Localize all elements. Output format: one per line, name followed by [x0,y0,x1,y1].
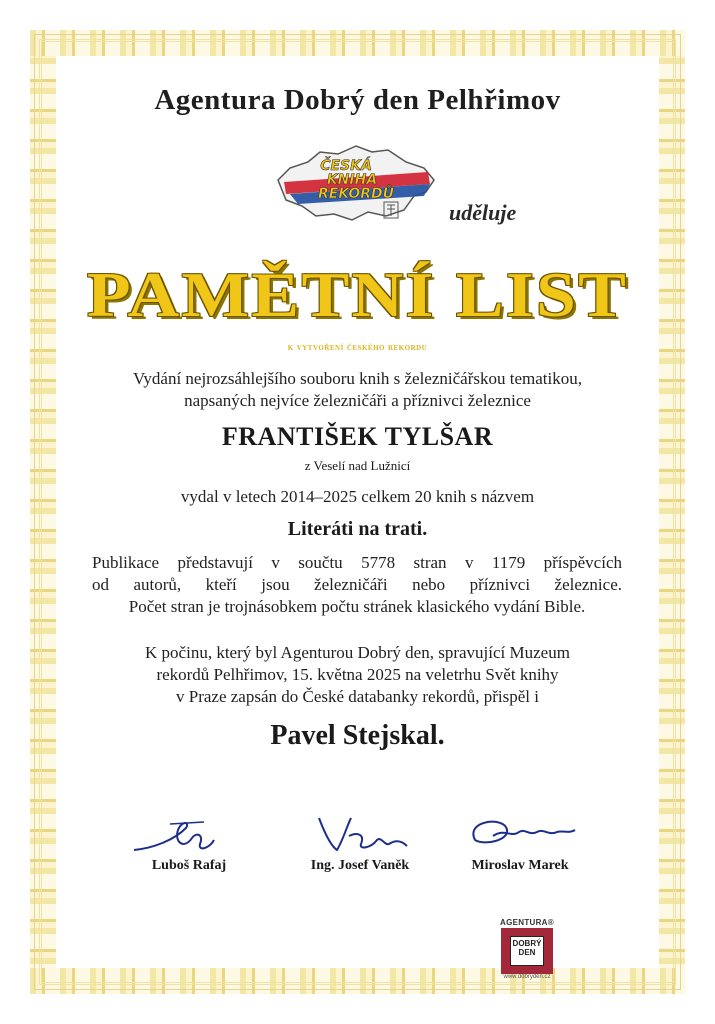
signature-block [114,810,264,880]
record-description-line: Vydání nejrozsáhlejšího souboru knih s železničářskou tematikou, [133,369,582,388]
note-line: v Praze zapsán do České databanky rekordů, přispěl i [175,687,540,706]
details-line: Publikace představují v součtu 5778 stran v 1179 příspěvcích [92,553,622,572]
record-holder: FRANTIŠEK TYLŠAR [221,422,494,451]
award-verb: uděluje [449,200,517,225]
signature-block [285,810,435,880]
signatory-name: Miroslav Marek [471,858,569,873]
signature-block [445,810,595,880]
note-line: K počinu, který byl Agenturou Dobrý den, spravující Muzeum [145,643,570,662]
logo-line2: KNIHA [326,172,378,188]
handwritten-signature [285,810,435,860]
stamp-top-text: AGENTURA® [500,918,554,927]
stamp-line: DEN [518,948,536,957]
record-holder-origin: z Veselí nad Lužnicí [304,458,411,473]
registration-note [40,642,675,708]
record-details [92,552,622,618]
stamp-line: DOBRÝ [512,939,542,948]
certificate-content [40,40,675,984]
signatory-name: Luboš Rafaj [151,858,227,873]
certificate-title: PAMĚTNÍ LIST [86,259,629,330]
logo-line1: ČESKÁ [320,158,372,174]
stamp-url: www.dobryden.cz [503,974,551,980]
record-description-line: napsaných nejvíce železničáři a příznivci železnice [184,391,531,410]
note-line: rekordů Pelhřimov, 15. května 2025 na veletrhu Svět knihy [156,665,559,684]
agency-stamp [497,918,557,986]
published-text: vydal v letech 2014–2025 celkem 20 knih s názvem [180,487,535,506]
details-line: Počet stran je trojnásobkem počtu stránek klasického vydání Bible. [128,597,586,616]
contributor-name: Pavel Stejskal. [270,720,445,751]
czech-record-book-logo [268,132,443,232]
certificate-subtitle: k vytvoření českého rekordu [287,342,428,353]
record-description [40,368,675,412]
details-line: od autorů, kteří jsou železničáři nebo příznivci železnice. [92,575,622,594]
signatory-name: Ing. Josef Vaněk [310,858,410,873]
logo-line3: REKORDŮ [318,186,394,202]
handwritten-signature [445,810,595,860]
handwritten-signature [114,810,264,860]
agency-name: Agentura Dobrý den Pelhřimov [154,84,561,116]
stamp-inner [510,936,544,966]
stamp-box [501,928,553,974]
book-title: Literáti na trati. [287,518,428,540]
